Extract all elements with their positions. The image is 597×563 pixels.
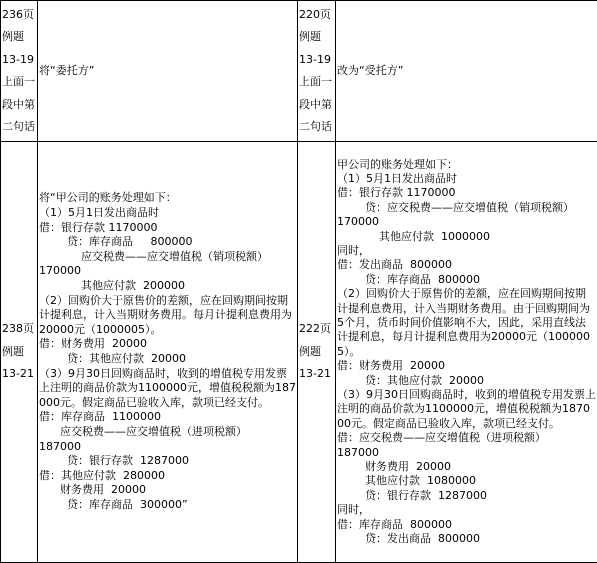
text-line: （1）5月1日发出商品时 <box>337 172 596 186</box>
text-line: 二句话 <box>299 116 334 139</box>
corrected-text-cell <box>336 1 597 142</box>
text-line: 236页 <box>2 4 36 27</box>
text-line: 170000 <box>39 264 296 279</box>
text-line: 222页 <box>299 318 334 341</box>
text-line: 同时， <box>337 244 596 258</box>
text-line: 借：财务费用 20000 <box>39 337 296 352</box>
original-page-ref <box>1 1 38 142</box>
corrected-text-cell <box>336 142 597 563</box>
text-line: 187000 <box>39 440 296 455</box>
text-line: 借：财务费用 20000 <box>337 359 596 373</box>
text-line: 13-19 <box>2 49 36 72</box>
text-line: （2）回购价大于原售价的差额，应在回购期间按期计提利息费用，计入当期财务费用。由于回购期间为5个月，货币时间价值影响不大，因此，采用直线法计提利息，每月计提利息费用为20000元（1000005）。 <box>337 287 596 359</box>
text-line: 甲公司的账务处理如下： <box>337 158 596 172</box>
text-line: 应交税费——应交增值税（销项税额） <box>39 250 296 265</box>
original-page-ref <box>1 142 38 563</box>
text-line: 上面一 <box>2 71 36 94</box>
text-line: （2）回购价大于原售价的差额，应在回购期间按期计提利息，计入当期财务费用。每月计提利息费用为20000元（1000005）。 <box>39 294 296 338</box>
text-line: 贷：应交税费——应交增值税（销项税额） <box>337 201 596 215</box>
text-line: 238页 <box>2 318 36 341</box>
text-line: （1）5月1日发出商品时 <box>39 206 296 221</box>
text-line: 段中第 <box>299 94 334 117</box>
text-line: 其他应付款 1000000 <box>337 230 596 244</box>
corrected-page-ref <box>298 142 336 563</box>
text-line: 贷：库存商品 800000 <box>39 235 296 250</box>
text-line: 借：库存商品 800000 <box>337 518 596 532</box>
original-text-cell <box>38 142 298 563</box>
text-line: （3）9月30日回购商品时，收到的增值税专用发票上注明的商品价款为1100000元，增值税税额为187000元。假定商品已验收入库，款项已经支付。 <box>337 388 596 431</box>
text-line: 将“甲公司的账务处理如下： <box>39 191 296 206</box>
text-line: 借：库存商品 1100000 <box>39 410 296 425</box>
text-line: 13-19 <box>299 49 334 72</box>
text-line: 220页 <box>299 4 334 27</box>
original-text-cell <box>38 1 298 142</box>
text-line: 上面一 <box>299 71 334 94</box>
text-line: 借：应交税费——应交增值税（进项税额） <box>337 431 596 445</box>
text-line: 改为“受托方” <box>337 64 596 79</box>
corrected-page-ref <box>298 1 336 142</box>
table-row <box>1 142 597 563</box>
table-row <box>1 1 597 142</box>
text-line: 借：其他应付款 280000 <box>39 469 296 484</box>
text-line: 贷：银行存款 1287000 <box>337 489 596 503</box>
text-line: 借：发出商品 800000 <box>337 258 596 272</box>
text-line: 例题 <box>299 341 334 364</box>
text-line: 应交税费——应交增值税（进项税额） <box>39 425 296 440</box>
text-line: 借：银行存款 1170000 <box>337 186 596 200</box>
text-line: 13-21 <box>2 363 36 386</box>
text-line: 贷：其他应付款 20000 <box>39 352 296 367</box>
text-line: 贷：银行存款 1287000 <box>39 454 296 469</box>
text-line: 财务费用 20000 <box>337 460 596 474</box>
text-line: 例题 <box>2 341 36 364</box>
text-line: 例题 <box>2 26 36 49</box>
text-line: （3）9月30日回购商品时，收到的增值税专用发票上注明的商品价款为1100000元，增值税税额为187000元。假定商品已验收入库，款项已经支付。 <box>39 367 296 411</box>
text-line: 其他应付款 200000 <box>39 279 296 294</box>
text-line: 贷：其他应付款 20000 <box>337 374 596 388</box>
text-line: 13-21 <box>299 363 334 386</box>
text-line: 187000 <box>337 446 596 460</box>
text-line: 贷：库存商品 800000 <box>337 273 596 287</box>
text-line: 其他应付款 1080000 <box>337 474 596 488</box>
text-line: 段中第 <box>2 94 36 117</box>
text-line: 贷：库存商品 300000” <box>39 498 296 513</box>
text-line: 170000 <box>337 215 596 229</box>
text-line: 将“委托方” <box>39 64 296 79</box>
text-line: 财务费用 20000 <box>39 483 296 498</box>
text-line: 二句话 <box>2 116 36 139</box>
text-line: 同时， <box>337 503 596 517</box>
text-line: 例题 <box>299 26 334 49</box>
text-line: 贷：发出商品 800000 <box>337 532 596 546</box>
text-line: 借：银行存款 1170000 <box>39 221 296 236</box>
